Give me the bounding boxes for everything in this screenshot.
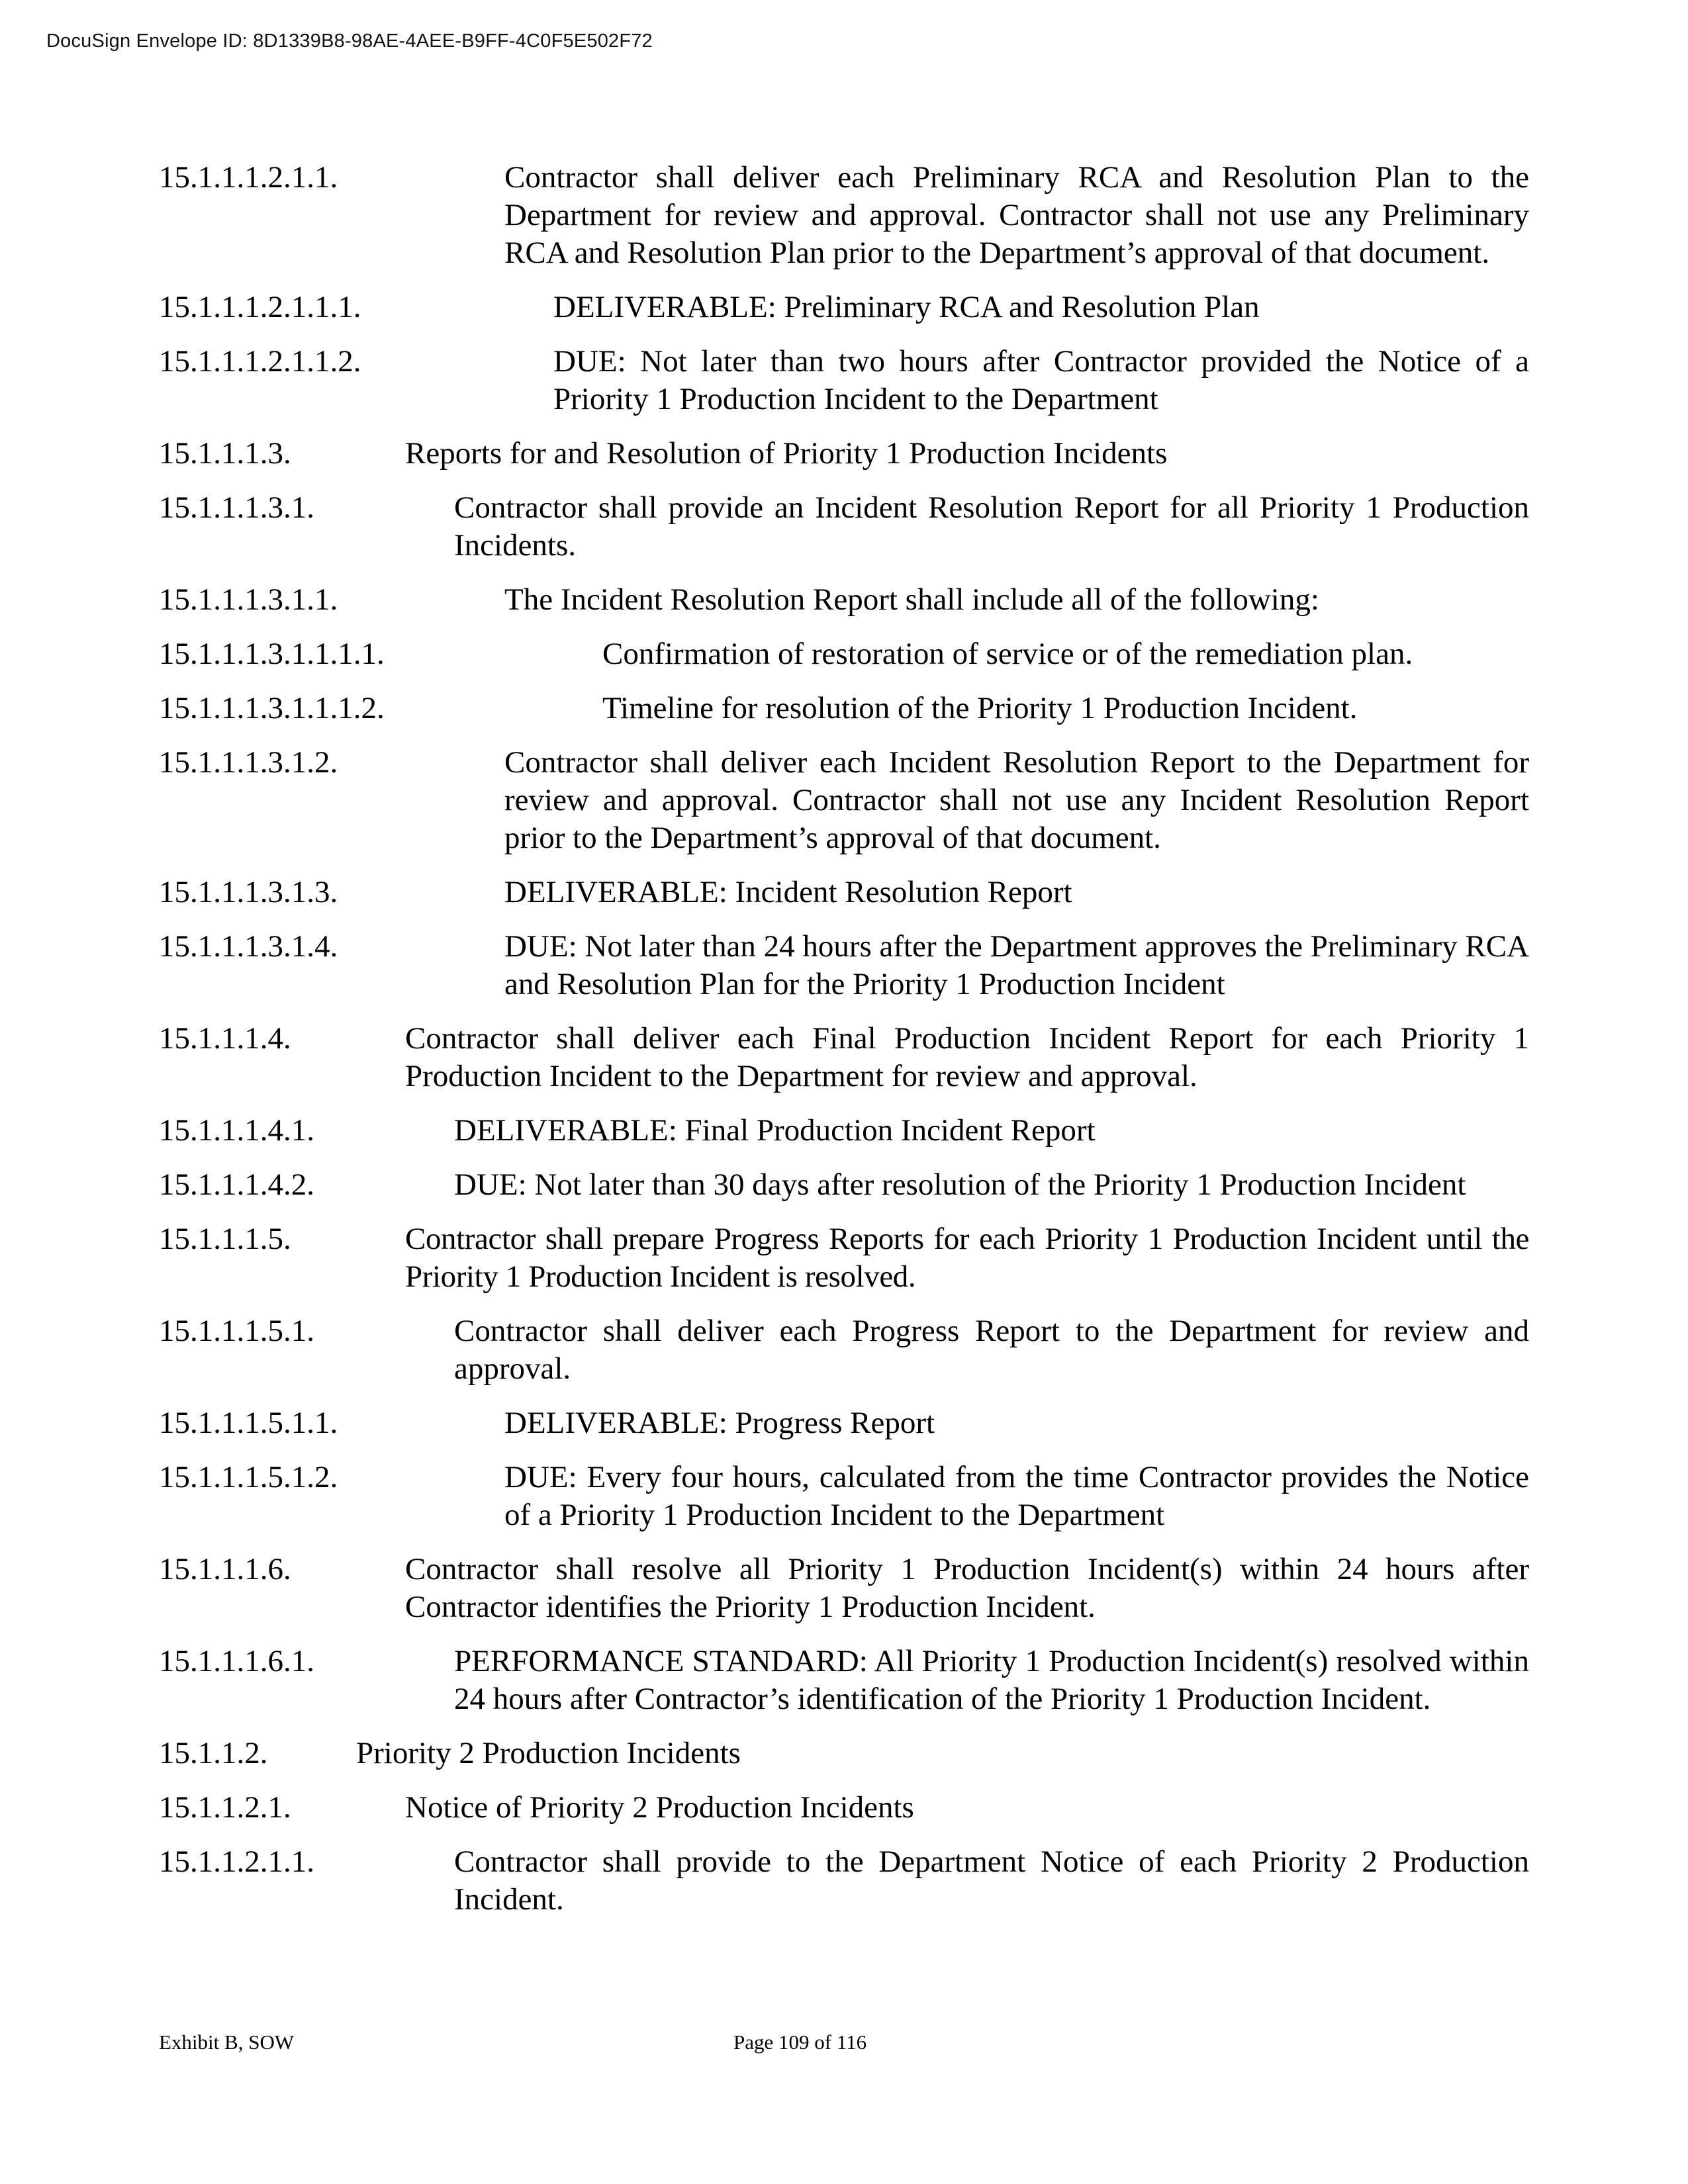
section-text: DELIVERABLE: Progress Report	[504, 1406, 935, 1440]
section-number: 15.1.1.1.3.1.1.1.2.	[159, 691, 385, 725]
section-heading: Notice of Priority 2 Production Incidents	[405, 1790, 914, 1825]
section-number: 15.1.1.1.5.	[159, 1222, 291, 1256]
section-15-1-1-2	[159, 1735, 1529, 1772]
section-15-1-1-1-6-1	[159, 1643, 1529, 1718]
section-15-1-1-1-4-2	[159, 1166, 1529, 1204]
section-15-1-1-1-4-1	[159, 1112, 1529, 1150]
section-number: 15.1.1.2.1.1.	[159, 1844, 314, 1879]
section-text: DELIVERABLE: Preliminary RCA and Resolution Plan	[553, 290, 1260, 324]
section-text: Contractor shall deliver each Preliminary RCA and Resolution Plan to the Department for review and approval. Contractor shall not use any Preliminary RCA and Resolution Plan prior to the Department’s approval of that document.	[504, 160, 1529, 270]
section-heading: Priority 2 Production Incidents	[356, 1736, 741, 1770]
section-15-1-1-1-5-1-2	[159, 1459, 1529, 1534]
section-number: 15.1.1.1.5.1.	[159, 1314, 314, 1348]
section-15-1-1-1-2-1-1-2	[159, 343, 1529, 418]
section-number: 15.1.1.1.3.1.3.	[159, 875, 338, 909]
docusign-envelope-id: DocuSign Envelope ID: 8D1339B8-98AE-4AEE-B9FF-4C0F5E502F72	[46, 30, 653, 52]
footer-page-number: Page 109 of 116	[733, 2030, 867, 2054]
footer-document-title: Exhibit B, SOW	[159, 2030, 295, 2054]
section-number: 15.1.1.1.3.1.4.	[159, 929, 338, 964]
section-text: Contractor shall prepare Progress Reports for each Priority 1 Production Incident until the Priority 1 Production Incident is resolved.	[405, 1222, 1529, 1294]
section-number: 15.1.1.1.5.1.2.	[159, 1460, 338, 1494]
section-number: 15.1.1.1.3.1.	[159, 490, 314, 525]
section-15-1-1-2-1-1	[159, 1843, 1529, 1919]
section-text: Timeline for resolution of the Priority 1 Production Incident.	[602, 691, 1358, 725]
section-heading: Reports for and Resolution of Priority 1 Production Incidents	[405, 436, 1168, 471]
section-15-1-1-1-3-1-1-1-2	[159, 690, 1529, 727]
section-text: Contractor shall deliver each Final Production Incident Report for each Priority 1 Production Incident to the Department for review and approval.	[405, 1021, 1529, 1093]
section-15-1-1-1-4	[159, 1020, 1529, 1095]
document-body	[159, 159, 1529, 1935]
section-15-1-1-1-6	[159, 1551, 1529, 1626]
section-text: Contractor shall deliver each Progress Report to the Department for review and approval.	[454, 1314, 1529, 1386]
section-number: 15.1.1.1.2.1.1.1.	[159, 290, 361, 324]
section-text: Confirmation of restoration of service or of the remediation plan.	[602, 637, 1413, 671]
section-number: 15.1.1.1.6.	[159, 1552, 291, 1586]
section-15-1-1-2-1	[159, 1789, 1529, 1827]
section-15-1-1-1-3-1-2	[159, 744, 1529, 857]
section-text: Contractor shall provide to the Department Notice of each Priority 2 Production Incident.	[454, 1844, 1529, 1917]
section-number: 15.1.1.1.5.1.1.	[159, 1406, 338, 1440]
section-number: 15.1.1.1.3.1.1.	[159, 582, 338, 617]
section-15-1-1-1-3-1-1-1-1	[159, 635, 1529, 673]
section-text: Contractor shall resolve all Priority 1 Production Incident(s) within 24 hours after Contractor identifies the Priority 1 Production Incident.	[405, 1552, 1529, 1624]
section-text: DUE: Not later than 24 hours after the Department approves the Preliminary RCA and Resolution Plan for the Priority 1 Production Incident	[504, 929, 1529, 1001]
section-number: 15.1.1.1.3.1.2.	[159, 745, 338, 780]
section-text: DELIVERABLE: Incident Resolution Report	[504, 875, 1072, 909]
section-text: PERFORMANCE STANDARD: All Priority 1 Production Incident(s) resolved within 24 hours after Contractor’s identification of the Priority 1 Production Incident.	[454, 1644, 1529, 1716]
section-15-1-1-1-2-1-1-1	[159, 289, 1529, 326]
section-15-1-1-1-3	[159, 435, 1529, 473]
section-text: DELIVERABLE: Final Production Incident Report	[454, 1113, 1096, 1148]
section-text: DUE: Not later than two hours after Contractor provided the Notice of a Priority 1 Production Incident to the Department	[553, 344, 1529, 416]
section-15-1-1-1-2-1-1	[159, 159, 1529, 272]
section-number: 15.1.1.1.4.	[159, 1021, 291, 1056]
section-15-1-1-1-3-1-1	[159, 581, 1529, 619]
section-text: Contractor shall provide an Incident Resolution Report for all Priority 1 Production Incidents.	[454, 490, 1529, 563]
section-number: 15.1.1.2.1.	[159, 1790, 291, 1825]
section-number: 15.1.1.1.4.1.	[159, 1113, 314, 1148]
section-number: 15.1.1.1.2.1.1.2.	[159, 344, 361, 379]
section-15-1-1-1-3-1	[159, 489, 1529, 565]
section-number: 15.1.1.1.4.2.	[159, 1167, 314, 1202]
section-15-1-1-1-5	[159, 1220, 1529, 1296]
section-text: The Incident Resolution Report shall include all of the following:	[504, 582, 1319, 617]
section-number: 15.1.1.1.3.1.1.1.1.	[159, 637, 385, 671]
section-text: DUE: Every four hours, calculated from the time Contractor provides the Notice of a Priority 1 Production Incident to the Department	[504, 1460, 1529, 1532]
section-15-1-1-1-5-1-1	[159, 1404, 1529, 1442]
section-number: 15.1.1.1.6.1.	[159, 1644, 314, 1678]
section-text: DUE: Not later than 30 days after resolution of the Priority 1 Production Incident	[454, 1167, 1466, 1202]
section-15-1-1-1-5-1	[159, 1312, 1529, 1388]
section-15-1-1-1-3-1-4	[159, 928, 1529, 1003]
section-number: 15.1.1.2.	[159, 1736, 268, 1770]
section-number: 15.1.1.1.3.	[159, 436, 291, 471]
section-number: 15.1.1.1.2.1.1.	[159, 160, 338, 195]
section-text: Contractor shall deliver each Incident Resolution Report to the Department for review and approval. Contractor shall not use any Incident Resolution Report prior to the Department’s approval of that document.	[504, 745, 1529, 855]
section-15-1-1-1-3-1-3	[159, 874, 1529, 911]
